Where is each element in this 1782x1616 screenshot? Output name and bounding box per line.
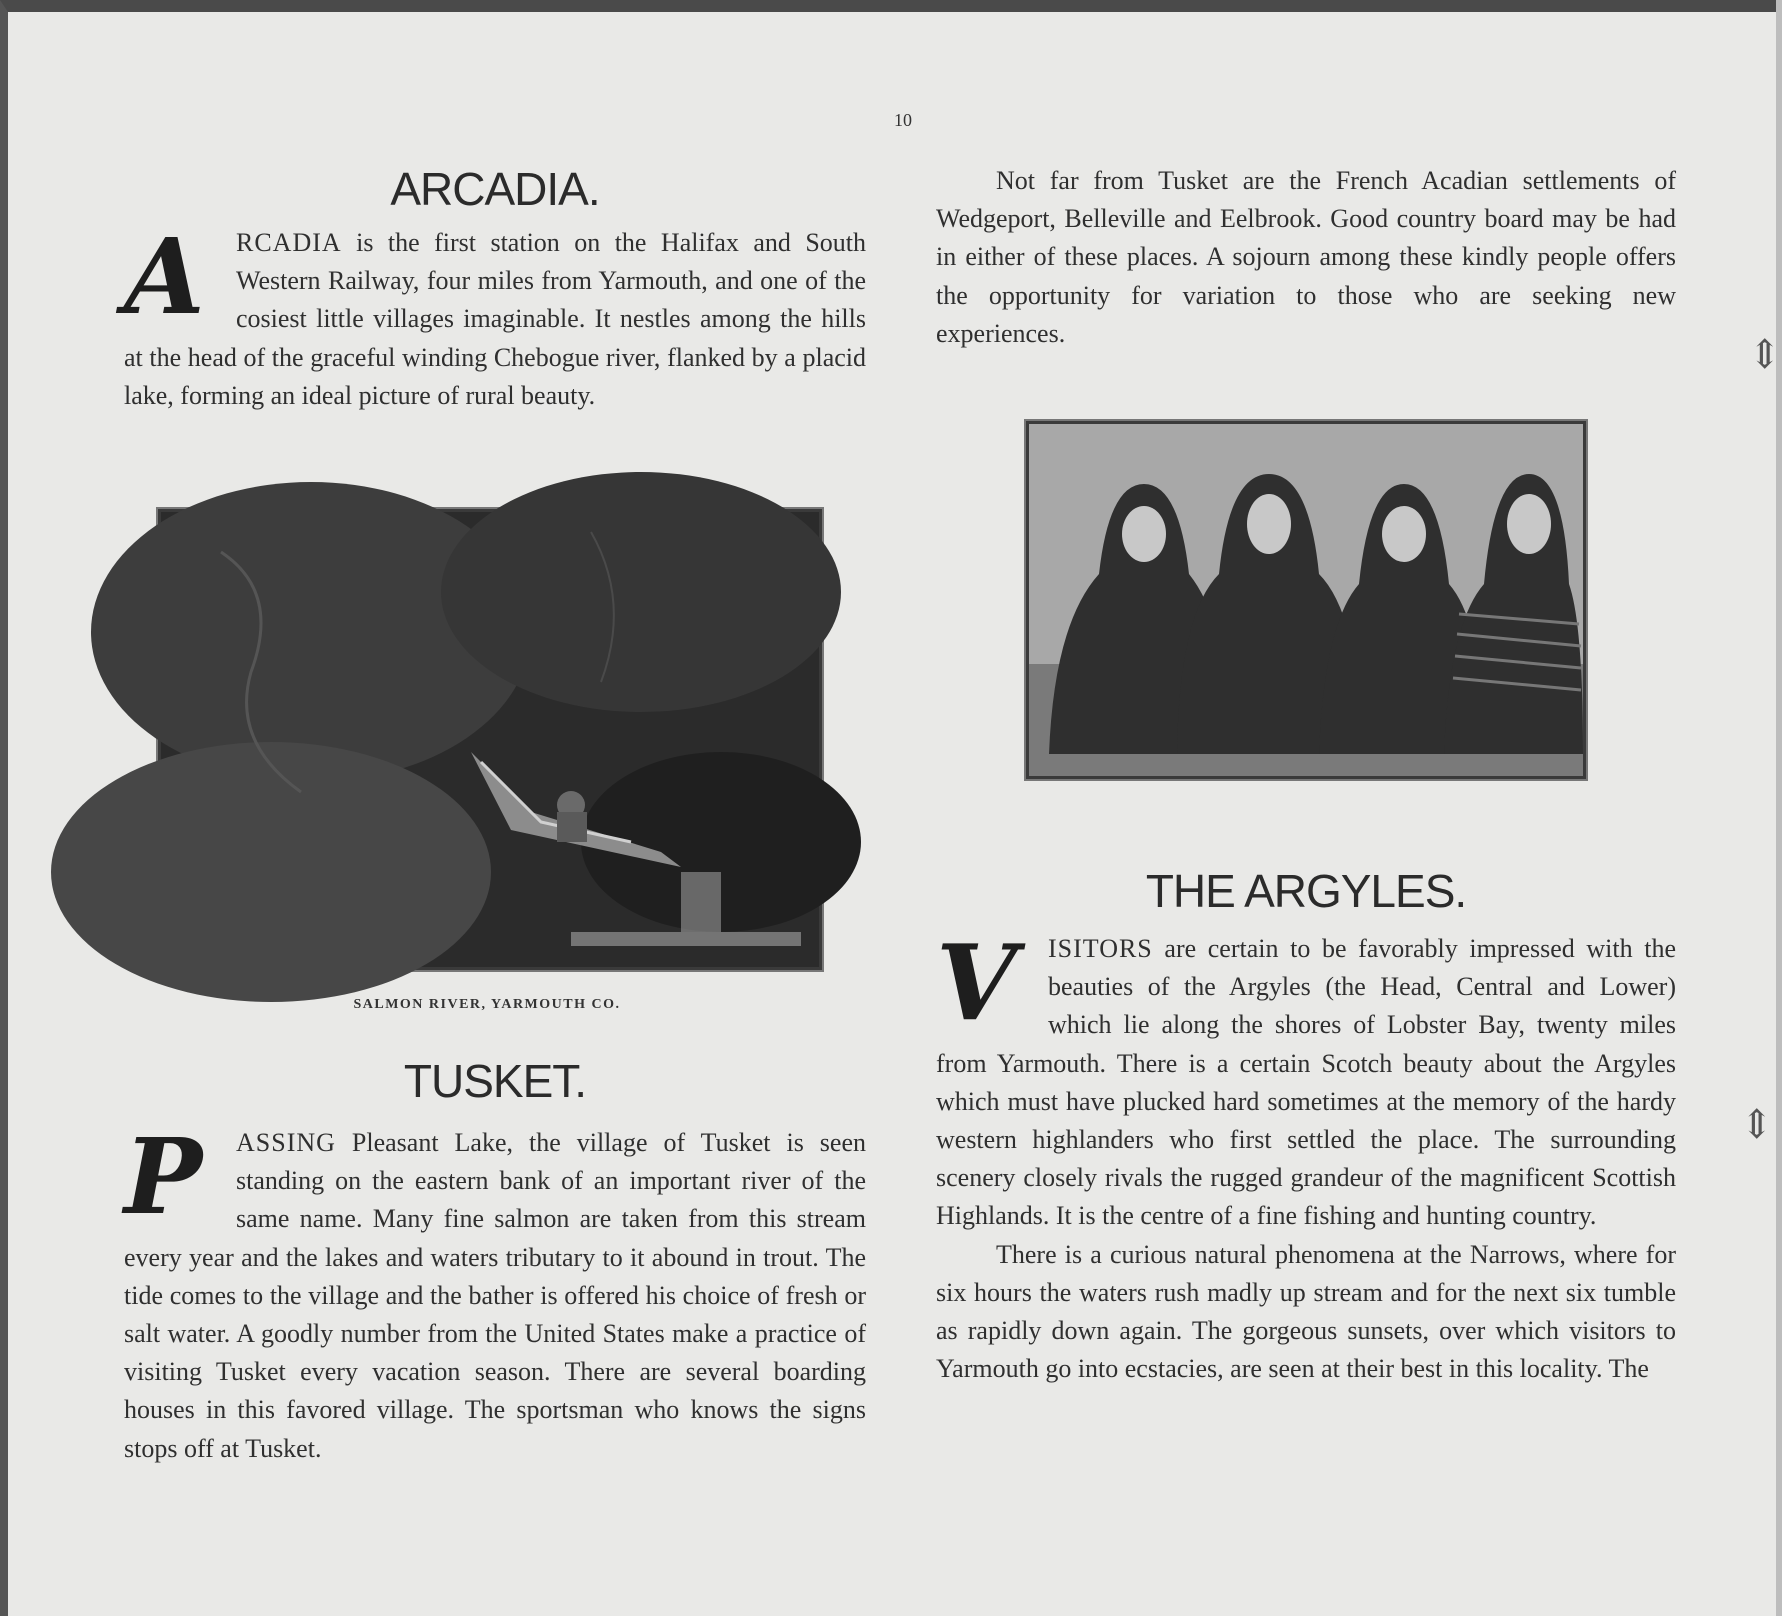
arcadia-heading: ARCADIA. [390,163,600,215]
argyles-section [936,864,1676,1388]
acadian-women-image [1029,424,1583,776]
argyles-text: are certain to be favorably impressed with the beauties of the Argyles (the Head, Central and Lower) which lie along the shores of Lobster Bay, twenty miles from Yarmouth. There is a certain Scotch beauty about the Argyles which must have plucked hard sometimes at the memory of the hardy western highlanders who first settled the place. The surrounding scenery closely rivals the rugged grandeur of the magnificent Scottish Highlands. It is the centre of a fine fishing and hunting country. [936,934,1676,1231]
page-number: 10 [894,110,912,130]
argyles-heading: THE ARGYLES. [1145,865,1467,917]
arcadia-lead: RCADIA [236,228,342,257]
left-column [124,162,866,415]
narrows-paragraph: There is a curious natural phenomena at the Narrows, where for six hours the waters rush madly up stream and for the next six tumble as rapidly down again. The gorgeous sunsets, over which visitors to Yarmouth go into ecstacies, are seen at their best in this locality. The [936,1239,1676,1384]
arcadia-paragraph [124,215,866,415]
acadian-women-photo [1026,421,1586,779]
salmon-river-caption: SALMON RIVER, YARMOUTH CO. [353,997,621,1012]
salmon-river-photo [158,509,822,970]
tusket-dropcap: P [124,1115,203,1238]
acadian-paragraph: Not far from Tusket are the French Acadian settlements of Wedgeport, Belleville and Eelbrook. Good country board may be had in either of these places. A sojourn among these kindly people offers the opportunity for variation to those who are seeking new experiences. [936,166,1676,348]
arcadia-dropcap: A [124,215,205,338]
argyles-dropcap: V [936,921,1017,1044]
right-column [936,162,1676,353]
tusket-heading: TUSKET. [403,1055,587,1107]
arcadia-text: is the first station on the Halifax and South Western Railway, four miles from Yarmouth, and one of the cosiest little villages imaginable. It nestles among the hills at the head of the graceful winding Chebogue river, flanked by a placid lake, forming an ideal picture of rural beauty. [124,228,866,410]
tusket-text: Pleasant Lake, the village of Tusket is seen standing on the eastern bank of an important river of the same name. Many fine salmon are taken from this stream every year and the lakes and waters tributary to it abound in trout. The tide comes to the village and the bather is offered his choice of fresh or salt water. A goodly number from the United States make a practice of visiting Tusket every vacation season. There are several boarding houses in this favored village. The sportsman who knows the signs stops off at Tusket. [124,1128,866,1463]
salmon-river-image [161,512,819,967]
tusket-lead: ASSING [236,1128,336,1157]
margin-arrow-mark-lower: ⇕ [1740,1102,1774,1148]
argyles-paragraph [936,921,1676,1236]
tusket-paragraph [124,1115,866,1468]
argyles-lead: ISITORS [1048,934,1153,963]
tusket-section [124,1054,866,1468]
margin-arrow-mark: ⇕ [1748,332,1782,378]
